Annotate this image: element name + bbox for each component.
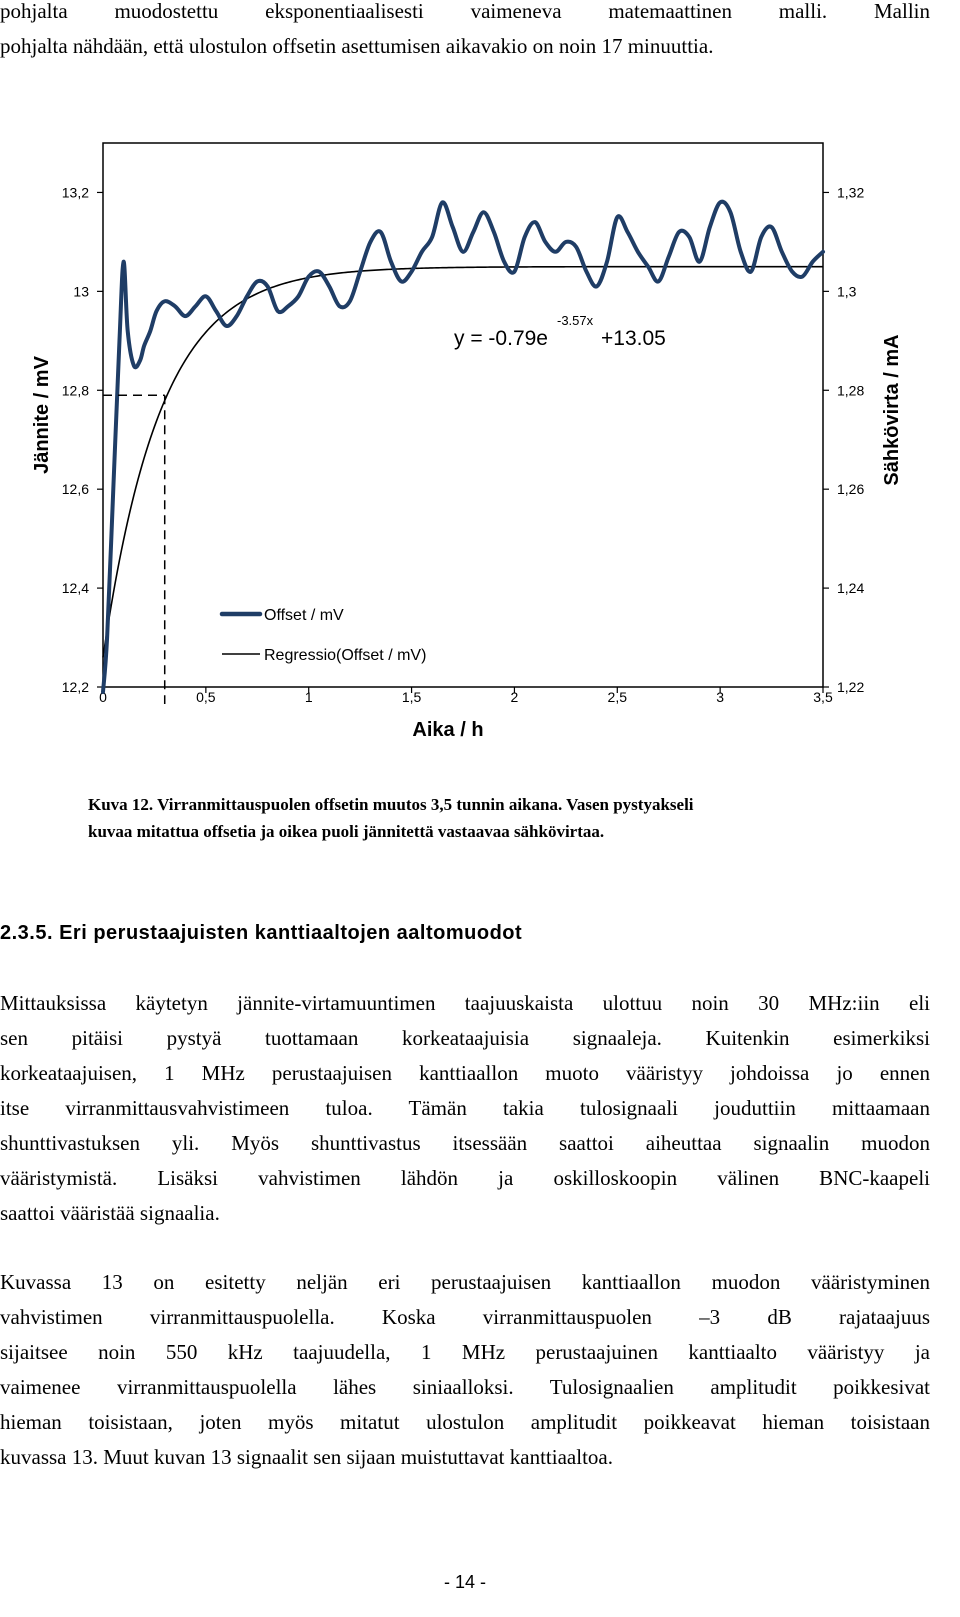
text-line: kuvassa 13. Muut kuvan 13 signaalit sen sijaan muistuttavat kanttiaaltoa.: [0, 1445, 613, 1469]
x-tick-label: 0,5: [196, 689, 216, 705]
x-tick-label: 0: [99, 689, 107, 705]
text-line: sijaitsee noin 550 kHz taajuudella, 1 MHz perustaajuinen kanttiaalto vääristyy ja: [0, 1340, 930, 1364]
equation-main: y = -0.79e: [454, 327, 548, 350]
left-tick-label: 13: [73, 283, 89, 300]
text-line: korkeataajuisen, 1 MHz perustaajuisen kanttiaallon muoto vääristyy johdoissa jo ennen: [0, 1061, 930, 1085]
x-tick-label: 2,5: [607, 689, 628, 705]
page-number: - 14 -: [443, 1572, 486, 1592]
right-axis-ticks: [823, 184, 864, 695]
right-tick-label: 1,32: [837, 184, 865, 201]
text-line: Mittauksissa käytetyn jännite-virtamuuntimen taajuuskaista ulottuu noin 30 MHz:iin eli: [0, 991, 930, 1015]
equation-tail: +13.05: [601, 327, 666, 350]
left-tick-label: 12,6: [61, 481, 89, 498]
right-tick-label: 1,26: [837, 481, 865, 498]
equation-exponent: -3.57x: [557, 313, 594, 328]
x-tick-label: 1: [304, 689, 313, 705]
x-tick-label: 3,5: [813, 689, 833, 705]
section-heading: 2.3.5. Eri perustaajuisten kanttiaaltojen aaltomuodot: [0, 922, 523, 944]
right-tick-label: 1,22: [837, 679, 865, 695]
x-tick-label: 3: [716, 689, 725, 705]
right-tick-label: 1,28: [837, 382, 865, 399]
text-line: vääristymistä. Lisäksi vahvistimen lähdön ja oskilloskoopin välinen BNC-kaapeli: [0, 1166, 930, 1190]
text-line: saattoi vääristää signaalia.: [0, 1201, 220, 1225]
text-line: itse virranmittausvahvistimeen tuloa. Tämän takia tulosignaali jouduttiin mittaamaan: [0, 1096, 930, 1120]
x-tick-label: 2: [510, 689, 519, 705]
left-tick-label: 13,2: [61, 184, 89, 201]
x-axis-title: Aika / h: [412, 719, 484, 741]
x-tick-label: 1,5: [401, 689, 422, 705]
left-axis-ticks: [62, 184, 103, 695]
left-axis-title: Jännite / mV: [31, 356, 53, 474]
text-line: Kuvassa 13 on esitetty neljän eri perustaajuisen kanttiaallon muodon vääristyminen: [0, 1270, 930, 1294]
text-line: vaimenee virranmittauspuolella lähes siniaalloksi. Tulosignaalien amplitudit poikkesivat: [0, 1375, 930, 1399]
text-line: pohjalta muodostettu eksponentiaalisesti vaimeneva matemaattinen malli. Mallin: [0, 0, 930, 23]
plot-area: [103, 143, 823, 687]
caption-line: Kuva 12. Virranmittauspuolen offsetin muutos 3,5 tunnin aikana. Vasen pystyakseli: [88, 795, 694, 814]
text-line: pohjalta nähdään, että ulostulon offsetin asettumisen aikavakio on noin 17 minuuttia.: [0, 34, 714, 58]
right-tick-label: 1,3: [837, 283, 857, 300]
right-axis-title: Sähkövirta / mA: [881, 334, 903, 486]
text-line: vahvistimen virranmittauspuolella. Koska virranmittauspuolen –3 dB rajataajuus: [0, 1305, 930, 1329]
x-axis-ticks: [99, 687, 833, 705]
text-line: shunttivastuksen yli. Myös shunttivastus itsessään saattoi aiheuttaa signaalin muodon: [0, 1131, 930, 1155]
text-line: sen pitäisi pystyä tuottamaan korkeataajuisia signaaleja. Kuitenkin esimerkiksi: [0, 1026, 930, 1050]
legend-regression-label: Regressio(Offset / mV): [264, 647, 427, 664]
legend-offset-label: Offset / mV: [264, 607, 344, 624]
offset-chart: [0, 125, 930, 765]
left-tick-label: 12,2: [61, 679, 89, 695]
caption-line: kuvaa mitattua offsetia ja oikea puoli jännitettä vastaavaa sähkövirtaa.: [88, 822, 605, 841]
left-tick-label: 12,4: [61, 580, 89, 597]
right-tick-label: 1,24: [837, 580, 865, 597]
text-line: hieman toisistaan, joten myös mitatut ulostulon amplitudit poikkeavat hieman toisistaan: [0, 1410, 930, 1434]
left-tick-label: 12,8: [61, 382, 89, 399]
